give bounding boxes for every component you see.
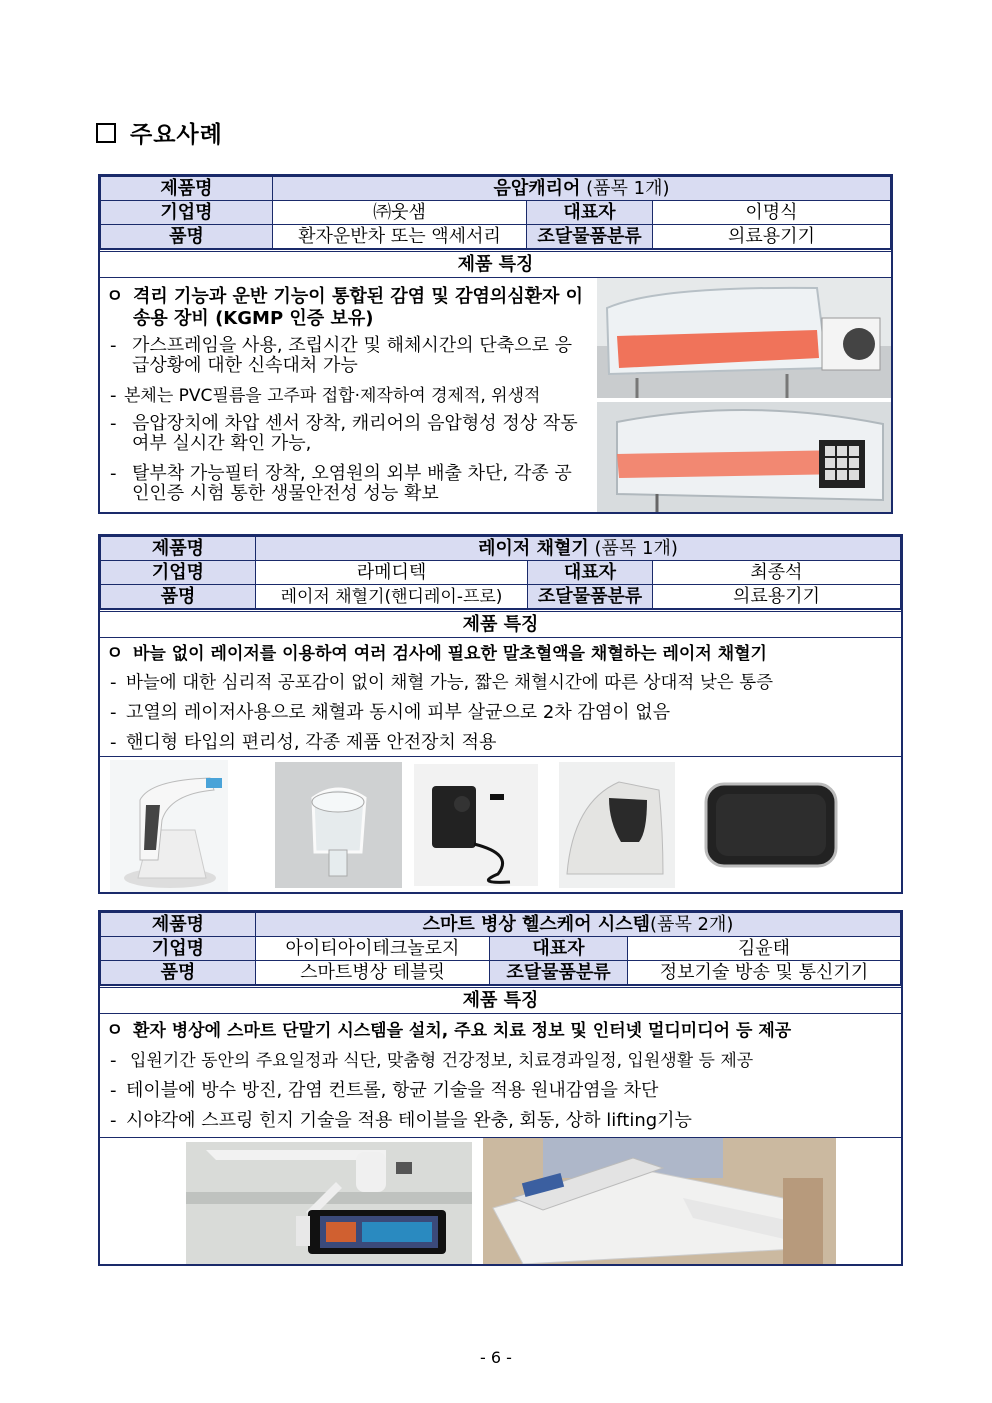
sub-point xyxy=(110,673,900,693)
sub-point xyxy=(110,414,588,454)
sub-point-text: 탈부착 가능필터 장착, 오염원의 외부 배출 차단, 각종 공인인증 시험 통한 생물안전성 성능 확보 xyxy=(132,463,572,504)
company-value: 아이티아이테크놀로지 xyxy=(256,937,490,961)
sub-point-text: 고열의 레이저사용으로 채혈과 동시에 피부 살균으로 2차 감염이 없음 xyxy=(126,702,671,723)
main-point-text: 환자 병상에 스마트 단말기 시스템을 설치, 주요 치료 정보 및 인터넷 멀디미디어 등 제공 xyxy=(133,1021,792,1041)
bedside-tablet-photo xyxy=(186,1142,472,1264)
product-name: 레이저 채혈기 xyxy=(478,537,589,559)
ceo-label: 대표자 xyxy=(527,201,653,225)
item-label: 품명 xyxy=(101,225,273,249)
item-value: 환자운반차 또는 액세서리 xyxy=(273,225,527,249)
ceo-label: 대표자 xyxy=(528,561,653,585)
classification-label: 조달물품분류 xyxy=(490,961,628,985)
sub-point xyxy=(110,733,900,753)
classification-value: 의료용기기 xyxy=(653,225,891,249)
product-name-cell xyxy=(256,537,901,561)
product-card-negative-pressure-carrier xyxy=(98,174,893,514)
features-header: 제품 특징 xyxy=(100,609,901,638)
sub-point-text: 시야각에 스프링 힌지 기술을 적용 테이블을 완충, 회동, 상하 lifting기능 xyxy=(126,1110,692,1131)
item-label: 품명 xyxy=(101,961,256,985)
item-label: 품명 xyxy=(101,585,256,609)
sub-point xyxy=(110,1051,900,1071)
product-name-label: 제품명 xyxy=(101,913,256,937)
sub-point xyxy=(110,336,588,376)
sub-point-mark: - xyxy=(110,732,117,753)
sub-point-mark: - xyxy=(110,413,117,434)
ceo-value: 최종석 xyxy=(653,561,901,585)
sub-point-mark: - xyxy=(110,335,117,356)
sub-point-mark: - xyxy=(110,702,117,723)
product-info-table xyxy=(100,176,891,249)
company-label: 기업명 xyxy=(101,937,256,961)
product-info-table xyxy=(100,912,901,985)
main-point xyxy=(106,286,588,330)
product-name-cell xyxy=(273,177,891,201)
product-info-table xyxy=(100,536,901,609)
sub-point-text: 바늘에 대한 심리적 공포감이 없이 채혈 가능, 짧은 채혈시간에 따른 상대적 낮은 통증 xyxy=(126,673,774,693)
sub-point xyxy=(110,386,588,406)
product-quantity: (품목 1개) xyxy=(588,537,678,559)
main-point-mark: ㅇ xyxy=(106,1020,124,1041)
ceo-label: 대표자 xyxy=(490,937,628,961)
sub-point-mark: - xyxy=(110,1080,117,1101)
sub-point-text: 본체는 PVC필름을 고주파 접합·제작하여 경제적, 위생적 xyxy=(124,386,541,406)
sub-point-text: 입원기간 동안의 주요일정과 식단, 맞춤형 건강정보, 치료경과일정, 입원생활 등 제공 xyxy=(130,1051,754,1071)
classification-value: 정보기술 방송 및 통신기기 xyxy=(628,961,901,985)
main-point-mark: ㅇ xyxy=(106,643,124,664)
main-point-mark: ㅇ xyxy=(106,286,124,307)
product-name: 음압캐리어 xyxy=(493,177,581,199)
sub-point-mark: - xyxy=(110,463,117,484)
classification-label: 조달물품분류 xyxy=(527,225,653,249)
sub-point-mark: - xyxy=(110,672,117,693)
sub-point-mark: - xyxy=(110,385,117,406)
company-label: 기업명 xyxy=(101,561,256,585)
company-value: ㈜웃샘 xyxy=(273,201,527,225)
lancet-cap-photo xyxy=(275,762,402,888)
sub-point xyxy=(110,1111,900,1131)
power-adapter-photo xyxy=(414,764,538,886)
section-title: 주요사례 xyxy=(130,122,223,148)
checkbox-square-icon xyxy=(96,123,116,143)
carrier-photo-bottom xyxy=(597,402,891,512)
product-quantity: (품목 2개) xyxy=(650,913,734,935)
product-name: 스마트 병상 헬스케어 시스템 xyxy=(422,913,651,935)
sub-point-mark: - xyxy=(110,1110,117,1131)
main-point xyxy=(106,643,896,665)
sub-point xyxy=(110,1081,900,1101)
main-point-text: 격리 기능과 운반 기능이 통합된 감염 및 감염의심환자 이송용 장비 (KGMP 인증 보유) xyxy=(133,286,584,329)
product-name-label: 제품명 xyxy=(101,177,273,201)
item-value: 레이저 채혈기(핸디레이-프로) xyxy=(256,585,528,609)
laser-device-photo xyxy=(110,760,228,892)
item-value: 스마트병상 테블릿 xyxy=(256,961,490,985)
sub-point xyxy=(110,464,588,504)
product-quantity: (품목 1개) xyxy=(580,177,670,199)
device-stand-photo xyxy=(559,762,675,888)
product-name-label: 제품명 xyxy=(101,537,256,561)
main-point-text: 바늘 없이 레이저를 이용하여 여러 검사에 필요한 말초혈액을 채혈하는 레이저 채혈기 xyxy=(133,644,767,664)
company-value: 라메디텍 xyxy=(256,561,528,585)
ceo-value: 이명식 xyxy=(653,201,891,225)
sub-point-mark: - xyxy=(110,1050,117,1071)
company-label: 기업명 xyxy=(101,201,273,225)
carrying-case-photo xyxy=(702,778,840,872)
page-number: - 6 - xyxy=(480,1348,512,1367)
features-header: 제품 특징 xyxy=(100,985,901,1014)
product-name-cell xyxy=(256,913,901,937)
carrier-photo-top xyxy=(597,278,891,398)
sub-point-text: 핸디형 타입의 편리성, 각종 제품 안전장치 적용 xyxy=(126,732,497,753)
features-header: 제품 특징 xyxy=(100,249,891,278)
classification-value: 의료용기기 xyxy=(653,585,901,609)
divider xyxy=(100,756,901,757)
sub-point-text: 음압장치에 차압 센서 장착, 캐리어의 음압형성 정상 작동 여부 실시간 확인 가능, xyxy=(132,413,578,454)
main-point xyxy=(106,1020,896,1042)
bed-table-photo xyxy=(483,1138,836,1264)
ceo-value: 김윤태 xyxy=(628,937,901,961)
product-card-laser-lancet xyxy=(98,534,903,894)
sub-point-text: 가스프레임을 사용, 조립시간 및 해체시간의 단축으로 응급상황에 대한 신속대처 가능 xyxy=(132,335,572,376)
classification-label: 조달물품분류 xyxy=(528,585,653,609)
product-card-smart-bed xyxy=(98,910,903,1266)
section-heading xyxy=(96,116,223,149)
sub-point xyxy=(110,703,900,723)
sub-point-text: 테이블에 방수 방진, 감염 컨트롤, 항균 기술을 적용 원내감염을 차단 xyxy=(126,1080,659,1101)
